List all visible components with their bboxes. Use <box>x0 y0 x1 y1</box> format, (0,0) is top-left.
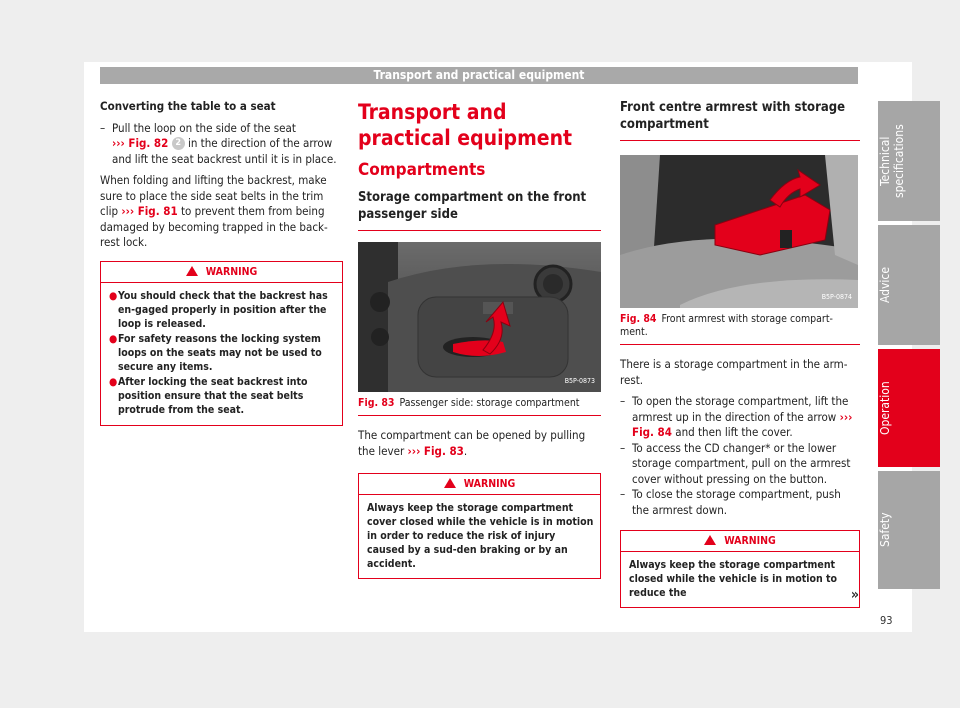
figure-code: B5P-0874 <box>821 292 852 301</box>
figure-link[interactable]: ››› Fig. 84 <box>632 409 853 439</box>
section-heading: Converting the table to a seat <box>100 99 276 113</box>
tab-safety[interactable]: Safety <box>878 471 940 589</box>
paragraph: The compartment can be opened by pulling the lever ››› Fig. 83. <box>358 428 586 458</box>
figure-image-glovebox <box>358 242 601 392</box>
figure-code: B5P-0873 <box>564 376 595 385</box>
warning-box: WARNING ● You should check that the backrest has en-gaged properly in position after the loop is released. ● For safety reasons the locking system loops on the seats may not be used to secure any items. ● After locking the seat backrest into position ensure that the seat belts protrude from the seat. <box>100 261 343 426</box>
figure-link[interactable]: ››› Fig. 81 <box>121 204 178 218</box>
paragraph: There is a storage compartment in the arm-rest. <box>620 357 848 387</box>
warning-triangle-icon <box>186 266 198 276</box>
continue-arrow-icon: » <box>850 586 859 603</box>
step-item: – To access the CD changer* or the lower storage compartment, pull on the armrest cover without pressing on the button. <box>620 440 851 486</box>
subsection-title: Storage compartment on the front passenger side <box>358 189 601 231</box>
figure-caption: Fig. 83 Passenger side: storage compartment <box>358 392 601 416</box>
warning-text: Always keep the storage compartment cover closed while the vehicle is in motion in order to reduce the risk of injury caused by a sud-den braking or by an accident. <box>367 502 594 570</box>
paragraph: When folding and lifting the backrest, make sure to place the side seat belts in the trim clip ››› Fig. 81 to prevent them from being damaged by becoming trapped in the back-rest lock. <box>100 173 328 249</box>
warning-box: WARNING Always keep the storage compartment cover closed while the vehicle is in motion in order to reduce the risk of injury caused by a sud-den braking or by an accident. <box>358 473 601 579</box>
callout-number: 2 <box>172 137 185 150</box>
tab-technical-specifications[interactable]: Technical specifications <box>878 101 940 221</box>
warning-item: ● For safety reasons the locking system loops on the seats may not be used to secure any items. <box>109 332 322 373</box>
figure-image-armrest <box>620 155 858 308</box>
warning-triangle-icon <box>704 535 716 545</box>
figure-link[interactable]: ››› Fig. 83 <box>407 443 464 458</box>
warning-text: Always keep the storage compartment closed while the vehicle is in motion to reduce the <box>629 559 838 599</box>
tab-advice[interactable]: Advice <box>878 225 940 345</box>
tab-operation[interactable]: Operation <box>878 349 940 467</box>
warning-triangle-icon <box>444 478 456 488</box>
warning-item: ● You should check that the backrest has en-gaged properly in position after the loop is released. <box>109 289 328 330</box>
warning-item: ● After locking the seat backrest into position ensure that the seat belts protrude from the seat. <box>109 375 308 416</box>
section-title: Compartments <box>358 160 486 180</box>
figure-caption: Fig. 84 Front armrest with storage compart-ment. <box>620 308 860 345</box>
figure-link[interactable]: ››› Fig. 82 <box>112 136 169 150</box>
column-middle <box>358 99 601 579</box>
column-right <box>620 99 860 608</box>
page-number: 93 <box>880 614 893 627</box>
step-item: – To close the storage compartment, push the armrest down. <box>620 487 841 517</box>
step-item: – Pull the loop on the side of the seat ››› Fig. 82 2 in the direction of the arrow and lift the seat backrest until it is in place. <box>100 120 337 166</box>
step-item: – To open the storage compartment, lift the armrest up in the direction of the arrow ››› Fig. 84 and then lift the cover. <box>620 394 853 439</box>
subsection-title: Front centre armrest with storage compartment <box>620 99 860 141</box>
chapter-title: Transport and practical equipment <box>358 100 573 150</box>
running-header: Transport and practical equipment <box>100 67 858 84</box>
column-left <box>100 99 343 426</box>
warning-box: WARNING Always keep the storage compartment closed while the vehicle is in motion to reduce the » <box>620 530 860 608</box>
